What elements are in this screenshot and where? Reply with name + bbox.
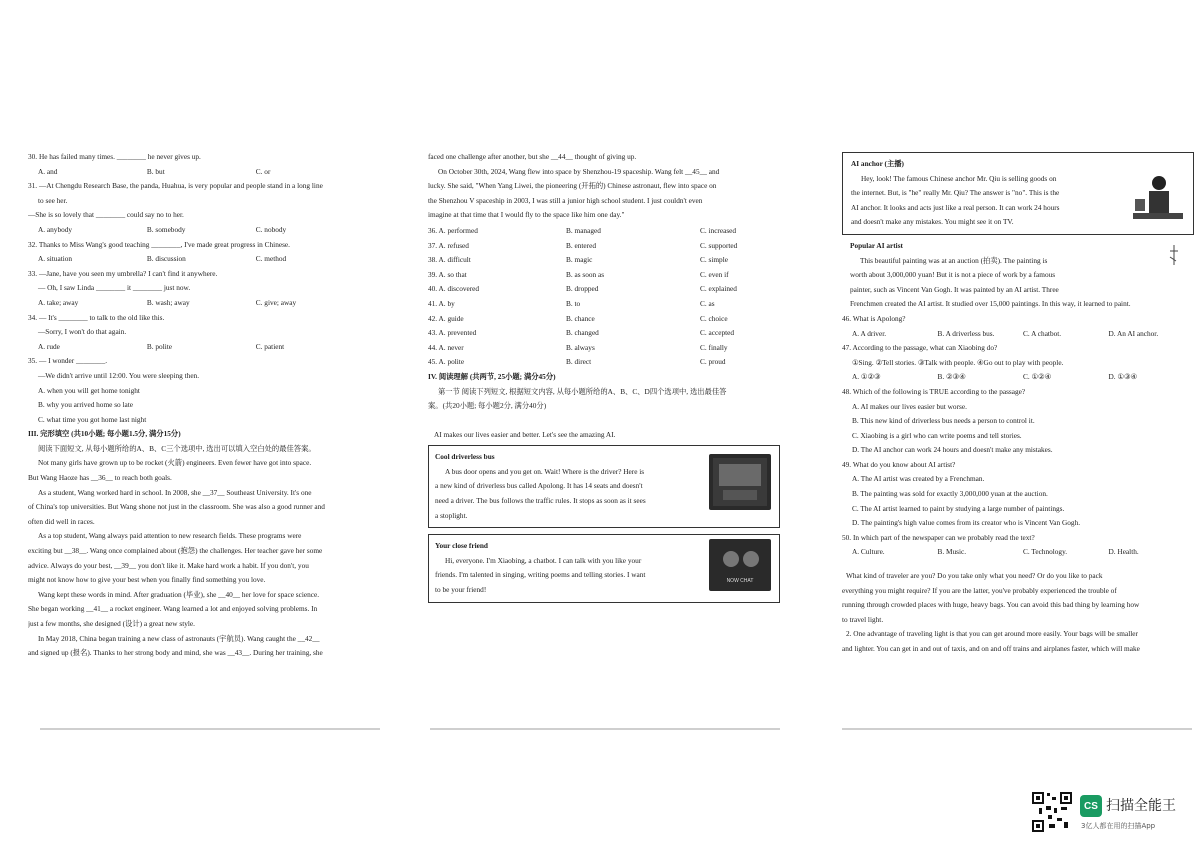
passage-paragraph: What kind of traveler are you? Do you take only what you need? Or do you like to pack	[846, 571, 1103, 581]
paragraph-line: exciting but __38__. Wang once complained about (抱怨) the challenges. Her teacher gave her some	[28, 546, 323, 556]
option: B. to	[566, 298, 581, 308]
answer-row	[428, 341, 780, 356]
option: B. discussion	[146, 254, 186, 264]
option: C. give; away	[255, 297, 297, 307]
option: D. The painting's high value comes from its creator who is Vincent Van Gogh.	[852, 518, 1081, 528]
option: B. dropped	[566, 284, 599, 294]
option: 45. A. polite	[428, 357, 465, 367]
option: C. accepted	[700, 328, 735, 338]
section-instructions: 第一节 阅读下列短文, 根据短文内容, 从每小题所给的A、B、C、D四个选项中, 选出最佳答	[438, 386, 727, 396]
option: 38. A. difficult	[428, 255, 471, 265]
box-text: painter, such as Vincent Van Gogh. It was painted by an AI artist. Three	[850, 284, 1059, 294]
paragraph-line: might not know how to give your best when you finally find something you love.	[28, 575, 266, 585]
qr-code-icon	[1031, 791, 1073, 833]
section-heading: IV. 阅读理解 (共两节, 25小题; 满分45分)	[428, 371, 556, 381]
question-49: 49. What do you know about AI artist?	[842, 459, 956, 469]
passage-paragraph: 2. One advantage of traveling light is that you can get around more easily. Your bags will be smaller	[846, 629, 1138, 639]
option: C. or	[255, 166, 271, 176]
option: A. rude	[38, 341, 60, 351]
question-31-cont: to see her.	[38, 195, 68, 205]
paragraph-line: just a few months, she designed (设计) a great new style.	[28, 619, 195, 628]
option: B. Music.	[937, 547, 967, 557]
column-right	[842, 150, 1194, 657]
passage-line: everything you might require? If you are the latter, you've probably experienced the trouble of	[842, 585, 1117, 595]
options-31	[28, 223, 368, 238]
passage-intro: AI makes our lives easier and better. Let's see the amazing AI.	[434, 429, 616, 439]
answer-row	[428, 297, 780, 312]
option: B. wash; away	[146, 297, 190, 307]
passage-line: to travel light.	[842, 614, 884, 624]
option: B. This new kind of driverless bus needs a person to control it.	[852, 416, 1035, 426]
option: A. AI makes our lives easier but worse.	[852, 401, 967, 411]
option: A. A driver.	[852, 328, 887, 338]
box-text: worth about 3,000,000 yuan! But it is not a piece of work by a famous	[850, 270, 1056, 280]
paragraph-line: the Shenzhou V spaceship in 2003, I was still a junior high school student. I just couldn't even	[428, 195, 703, 205]
ai-artist-section	[842, 239, 1194, 312]
column-middle	[428, 150, 780, 603]
options-46	[842, 327, 1194, 342]
paragraph-line: often did well in races.	[28, 516, 95, 526]
paragraph-line: lucky. She said, "When Yang Liwei, the pioneering (开拓的) Chinese astronaut, flew into space on	[428, 181, 717, 191]
option: A. The AI artist was created by a Frenchman.	[852, 474, 985, 484]
question-34-reply: —Sorry, I won't do that again.	[38, 327, 127, 337]
box-text: and doesn't make any mistakes. You might see it on TV.	[851, 217, 1014, 227]
brand-name: 扫描全能王	[1106, 798, 1176, 814]
paragraph-line: of China's top universities. But Wang shone not just in the classroom. She was also a good runner and	[28, 502, 325, 512]
option: C. increased	[700, 225, 737, 235]
question-50: 50. In which part of the newspaper can we probably read the text?	[842, 532, 1035, 542]
options-30	[28, 165, 368, 180]
page-divider	[40, 728, 380, 730]
box-text: a new kind of driverless bus called Apolong. It has 14 seats and doesn't	[435, 481, 643, 491]
option: B. managed	[566, 225, 601, 235]
answer-row	[428, 312, 780, 327]
chatbot-box	[428, 534, 780, 602]
option: B. somebody	[146, 224, 186, 234]
option: B. changed	[566, 328, 599, 338]
options-50	[842, 545, 1194, 560]
bus-icon	[709, 454, 771, 510]
option: 36. A. performed	[428, 225, 478, 235]
option: B. as soon as	[566, 269, 605, 279]
option: C. proud	[700, 357, 726, 367]
option: C. Xiaobing is a girl who can write poems and tell stories.	[852, 430, 1022, 440]
option: C. patient	[255, 341, 285, 351]
paragraph-line: She began working __41__ a rocket engineer. Wang learned a lot and enjoyed solving problems. In	[28, 604, 318, 614]
options-47	[842, 370, 1194, 385]
question-31: 31. —At Chengdu Research Base, the panda, Huahua, is very popular and people stand in a long line	[28, 181, 323, 191]
box-text: A bus door opens and you get on. Wait! Where is the driver? Here is	[445, 466, 645, 476]
box-text: This beautiful painting was at an auction (拍卖). The painting is	[860, 255, 1048, 265]
paragraph-line: But Wang Haoze has __36__ to reach both goals.	[28, 473, 172, 483]
box-title: Cool driverless bus	[435, 452, 495, 462]
question-46: 46. What is Apolong?	[842, 313, 906, 323]
option: A. anybody	[38, 224, 73, 234]
question-30: 30. He has failed many times. ________ he never gives up.	[28, 152, 201, 161]
box-text: Hi, everyone. I'm Xiaobing, a chatbot. I can talk with you like your	[445, 555, 642, 565]
option: B. ②③④	[937, 372, 966, 382]
option: B. The painting was sold for exactly 3,000,000 yuan at the auction.	[852, 489, 1048, 499]
option: C. supported	[700, 240, 738, 250]
option: 44. A. never	[428, 342, 464, 352]
box-text: Hey, look! The famous Chinese anchor Mr. Qiu is selling goods on	[861, 173, 1057, 183]
options-34	[28, 340, 368, 355]
box-text: Frenchmen created the AI artist. It studied over 15,000 paintings. In this way, it learned to paint.	[850, 299, 1131, 309]
chatbot-image	[709, 539, 771, 591]
option: B. always	[566, 342, 595, 352]
question-32: 32. Thanks to Miss Wang's good teaching ________, I've made great progress in Chinese.	[28, 239, 290, 249]
option: C. ①②④	[1023, 372, 1052, 382]
passage-line: and lighter. You can get in and out of taxis, and on and off trains and airplanes faster, which will make	[842, 644, 1140, 653]
question-33: 33. —Jane, have you seen my umbrella? I can't find it anywhere.	[28, 268, 218, 278]
question-31-reply: —She is so lovely that ________ could say no to her.	[28, 210, 184, 220]
passage-line: running through crowded places with huge, heavy bags. You can avoid this bad thing by learning how	[842, 600, 1140, 610]
option: C. method	[255, 254, 287, 264]
option: B. but	[146, 166, 165, 176]
paragraph-line: imagine at that time that I would fly to the space like him one day."	[428, 210, 625, 220]
box-title: Your close friend	[435, 541, 488, 551]
question-48: 48. Which of the following is TRUE according to the passage?	[842, 386, 1026, 396]
option: A. when you will get home tonight	[38, 385, 140, 395]
option: C. The AI artist learned to paint by studying a large number of paintings.	[852, 503, 1065, 513]
answer-row	[428, 282, 780, 297]
option: C. even if	[700, 269, 729, 279]
option: B. polite	[146, 341, 173, 351]
ai-anchor-box	[842, 152, 1194, 235]
section-heading: III. 完形填空 (共10小题; 每小题1.5分, 满分15分)	[28, 429, 181, 439]
box-text: a stoplight.	[435, 510, 468, 520]
option: 42. A. guide	[428, 313, 464, 323]
option: D. ①③④	[1108, 372, 1138, 382]
option: 40. A. discovered	[428, 284, 480, 294]
option: B. why you arrived home so late	[38, 400, 134, 410]
brand-tagline: 3亿人都在用的扫描App	[1081, 822, 1156, 830]
question-47: 47. According to the passage, what can Xiaobing do?	[842, 343, 998, 353]
option: B. direct	[566, 357, 592, 367]
paragraph: As a top student, Wang always paid attention to new research fields. These programs were	[38, 531, 302, 541]
option: D. Health.	[1108, 547, 1139, 557]
anchor-illustration-icon	[1129, 169, 1187, 225]
option: C. A chatbot.	[1023, 328, 1062, 338]
driverless-bus-box	[428, 445, 780, 528]
box-text: AI anchor. It looks and acts just like a real person. It can work 24 hours	[851, 202, 1060, 212]
box-text: to be your friend!	[435, 585, 487, 595]
paragraph: As a student, Wang worked hard in school. In 2008, she __37__ Southeast University. It's one	[38, 487, 312, 497]
page-divider	[842, 728, 1192, 730]
answer-row	[428, 253, 780, 268]
paragraph: Wang kept these words in mind. After graduation (毕业), she __40__ her love for space science.	[38, 589, 320, 599]
option: C. choice	[700, 313, 728, 323]
question-33-reply: — Oh, I saw Linda ________ it ________ just now.	[38, 283, 191, 293]
answer-row	[428, 355, 780, 370]
painting-icon	[1144, 241, 1184, 271]
option: C. finally	[700, 342, 728, 352]
box-text: the internet. But, is "he" really Mr. Qiu? The answer is "no". This is the	[851, 188, 1060, 198]
option: D. An AI anchor.	[1108, 328, 1159, 338]
option: 43. A. prevented	[428, 328, 477, 338]
answer-options-table	[428, 224, 780, 370]
box-text: need a driver. The bus follows the traffic rules. It stops as soon as it sees	[435, 496, 646, 506]
option: C. Technology.	[1023, 547, 1068, 557]
option: C. as	[700, 298, 715, 308]
options-33	[28, 296, 368, 311]
option: B. A driverless bus.	[937, 328, 995, 338]
paragraph-line: faced one challenge after another, but she __44__ thought of giving up.	[428, 152, 637, 161]
answer-row	[428, 224, 780, 239]
section-instructions-cont: 案。(共20小题; 每小题2分, 满分40分)	[428, 401, 547, 411]
question-47-items: ①Sing. ②Tell stories. ③Talk with people. ④Go out to play with people.	[852, 357, 1064, 367]
paragraph: Not many girls have grown up to be rocket (火箭) engineers. Even fewer have got into space.	[38, 458, 312, 468]
option: A. Culture.	[852, 547, 885, 557]
option: C. explained	[700, 284, 737, 294]
option: D. The AI anchor can work 24 hours and doesn't make any mistakes.	[852, 445, 1053, 455]
option: C. nobody	[255, 224, 287, 234]
option: B. magic	[566, 255, 593, 265]
answer-row	[428, 239, 780, 254]
section-instructions: 阅读下面短文, 从每小题所给的A、B、C三个选项中, 选出可以填入空白处的最佳答案。	[38, 443, 316, 453]
option: B. entered	[566, 240, 596, 250]
bus-image	[709, 454, 771, 510]
answer-row	[428, 268, 780, 283]
answer-row	[428, 326, 780, 341]
column-left	[28, 150, 368, 661]
box-title: AI anchor (主播)	[851, 159, 904, 168]
paragraph: In May 2018, China began training a new class of astronauts (宇航员). Wang caught the __42__	[38, 633, 320, 643]
option: 37. A. refused	[428, 240, 469, 250]
option: A. situation	[38, 254, 73, 264]
paragraph: On October 30th, 2024, Wang flew into space by Shenzhou-19 spaceship. Wang felt __45__ and	[438, 166, 720, 176]
paragraph-line: advice. Always do your best, __39__ you don't like it. Make hard work a habit. If you don't, you	[28, 560, 309, 570]
option: A. take; away	[38, 297, 79, 307]
question-34: 34. — It's ________ to talk to the old like this.	[28, 312, 165, 322]
option: 41. A. by	[428, 298, 455, 308]
option: C. what time you got home last night	[38, 414, 147, 424]
paragraph-line: and signed up (报名). Thanks to her strong body and mind, she was __43__. During her training, she	[28, 648, 323, 658]
option: A. and	[38, 166, 58, 176]
question-35: 35. — I wonder ________.	[28, 356, 108, 366]
camscanner-logo: CS	[1080, 795, 1102, 817]
box-title: Popular AI artist	[850, 240, 903, 250]
option: 39. A. so that	[428, 269, 467, 279]
image-caption: NOW CHAT	[726, 577, 754, 584]
option: A. ①②③	[852, 372, 881, 382]
option: C. simple	[700, 255, 728, 265]
page-divider	[430, 728, 780, 730]
question-35-reply: —We didn't arrive until 12:00. You were sleeping then.	[38, 370, 200, 380]
options-32	[28, 252, 368, 267]
box-text: friends. I'm talented in singing, writing poems and telling stories. I want	[435, 570, 646, 580]
option: B. chance	[566, 313, 595, 323]
